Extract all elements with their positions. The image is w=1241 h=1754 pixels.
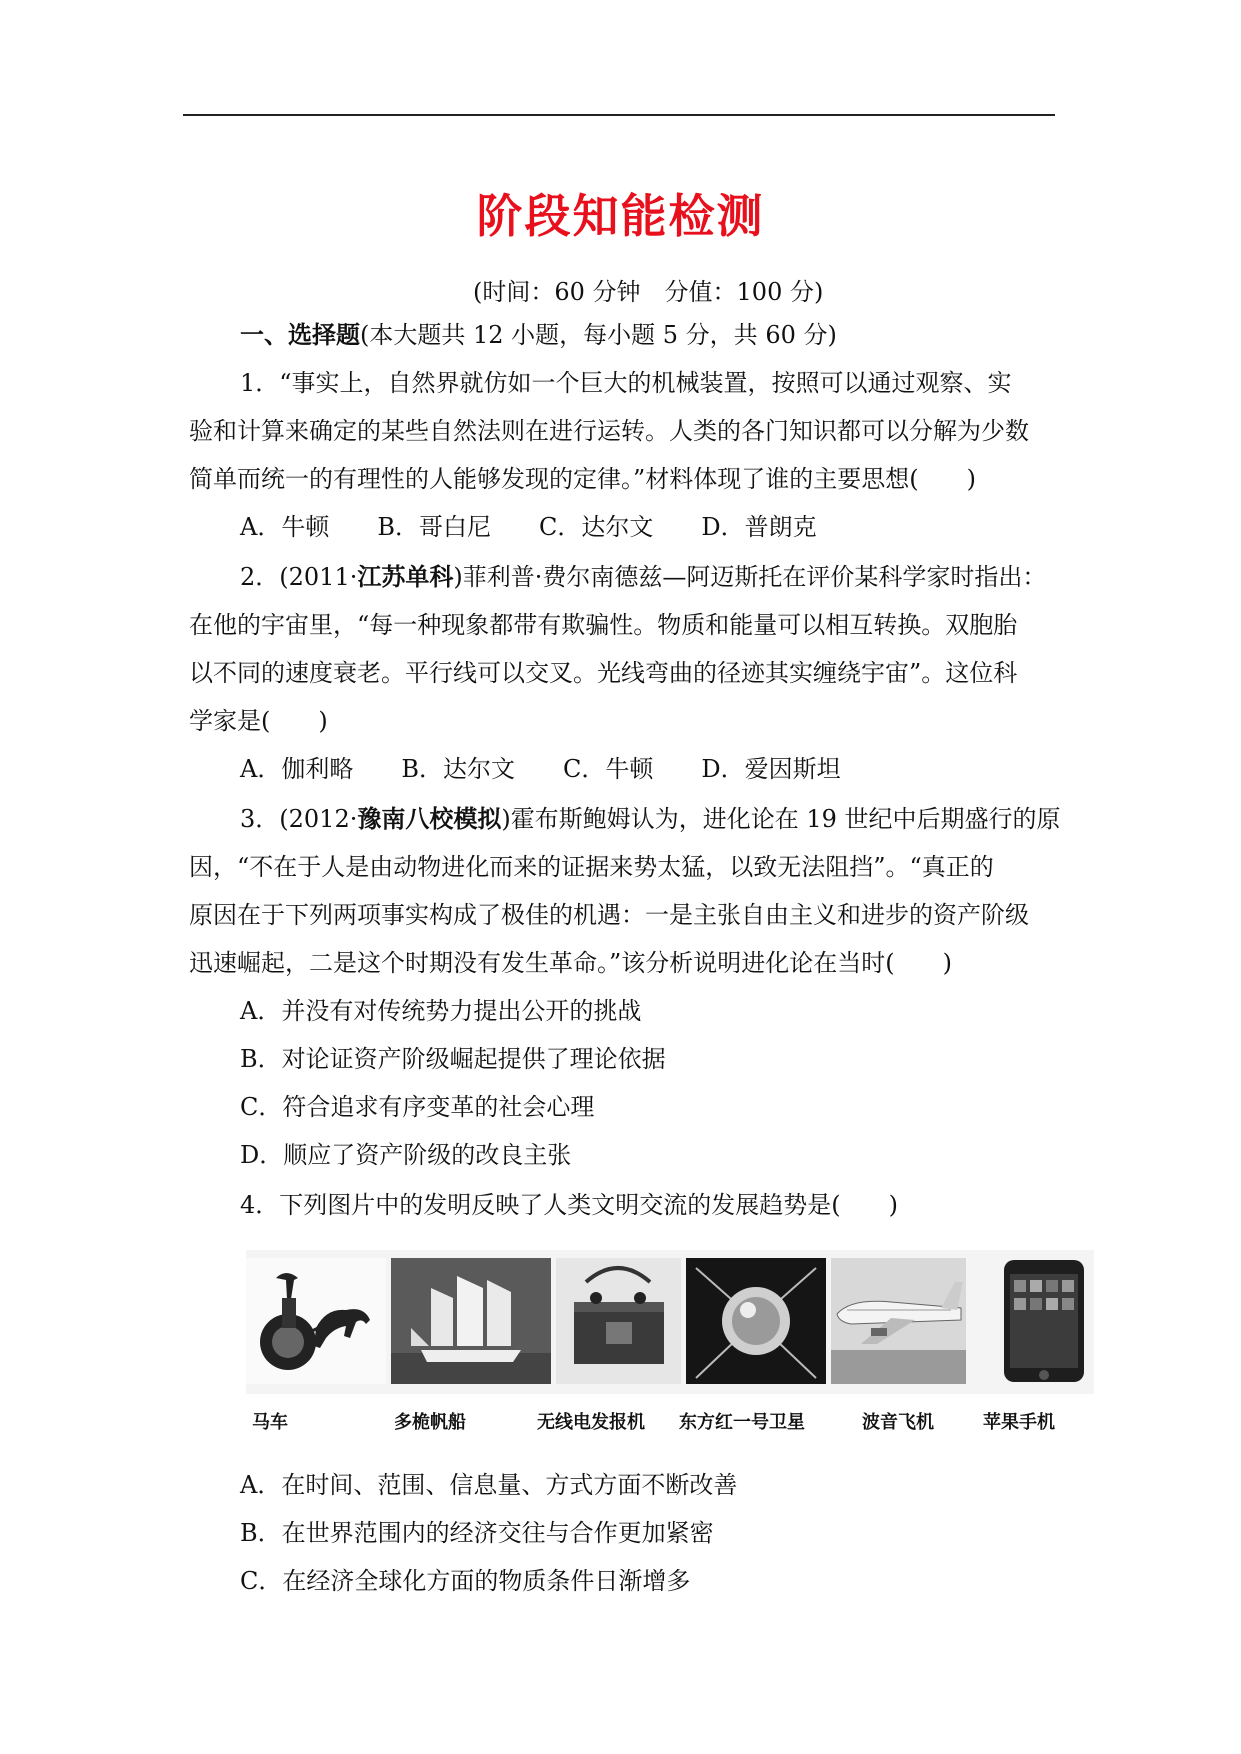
q2-line-3: 以不同的速度衰老。平行线可以交叉。光线弯曲的径迹其实缠绕宇宙”。这位科	[189, 659, 1018, 687]
q2-rest: )菲利普·费尔南德兹—阿迈斯托在评价某科学家时指出：	[453, 563, 1047, 591]
q3-prefix: 3．(2012·	[240, 805, 358, 833]
caption-sailing-ship: 多桅帆船	[394, 1412, 466, 1433]
section-note: (本大题共 12 小题，每小题 5 分，共 60 分)	[360, 321, 837, 349]
section-heading	[240, 320, 837, 350]
q4-option-a: A．在时间、范围、信息量、方式方面不断改善	[240, 1471, 738, 1499]
q1-line-3: 简单而统一的有理性的人能够发现的定律。”材料体现了谁的主要思想( )	[189, 465, 976, 493]
q2-source: 江苏单科	[357, 562, 454, 591]
caption-chariot: 马车	[252, 1412, 288, 1433]
page-title: 阶段知能检测	[476, 189, 765, 243]
invention-image-strip	[246, 1250, 1094, 1394]
q3-line-1	[240, 804, 1061, 834]
q4-stem: 4．下列图片中的发明反映了人类文明交流的发展趋势是( )	[240, 1191, 898, 1219]
q3-option-c: C．符合追求有序变革的社会心理	[240, 1093, 595, 1121]
q3-option-a: A．并没有对传统势力提出公开的挑战	[240, 997, 642, 1025]
exam-info: (时间：60 分钟 分值：100 分)	[473, 278, 824, 306]
q3-line-4: 迅速崛起，二是这个时期没有发生革命。”该分析说明进化论在当时( )	[189, 949, 952, 977]
chariot-image	[246, 1258, 386, 1384]
caption-telegraph: 无线电发报机	[537, 1412, 645, 1433]
q2-line-4: 学家是( )	[189, 707, 328, 735]
q2-line-1	[240, 562, 1046, 592]
sailing-ship-image	[391, 1258, 551, 1384]
caption-satellite: 东方红一号卫星	[679, 1412, 805, 1433]
q1-line-2: 验和计算来确定的某些自然法则在进行运转。人类的各门知识都可以分解为少数	[189, 417, 1029, 445]
q2-prefix: 2．(2011·	[240, 563, 358, 591]
caption-airplane: 波音飞机	[862, 1412, 934, 1433]
header-rule	[183, 114, 1055, 116]
q3-line-3: 原因在于下列两项事实构成了极佳的机遇：一是主张自由主义和进步的资产阶级	[189, 901, 1029, 929]
q2-line-2: 在他的宇宙里，“每一种现象都带有欺骗性。物质和能量可以相互转换。双胞胎	[189, 611, 1018, 639]
telegraph-image	[556, 1258, 681, 1384]
q4-option-c: C．在经济全球化方面的物质条件日渐增多	[240, 1567, 691, 1595]
caption-phone: 苹果手机	[983, 1412, 1055, 1433]
q3-source: 豫南八校模拟	[357, 804, 502, 833]
q1-options: A．牛顿 B．哥白尼 C．达尔文 D．普朗克	[240, 513, 817, 541]
q3-option-d: D．顺应了资产阶级的改良主张	[240, 1141, 572, 1169]
q3-line-2: 因，“不在于人是由动物进化而来的证据来势太猛，以致无法阻挡”。“真正的	[189, 853, 994, 881]
q3-rest: )霍布斯鲍姆认为，进化论在 19 世纪中后期盛行的原	[501, 805, 1061, 833]
q1-line-1: 1．“事实上，自然界就仿如一个巨大的机械装置，按照可以通过观察、实	[240, 369, 1012, 397]
q2-options: A．伽利略 B．达尔文 C．牛顿 D．爱因斯坦	[240, 755, 841, 783]
satellite-image	[686, 1258, 826, 1384]
q4-option-b: B．在世界范围内的经济交往与合作更加紧密	[240, 1519, 714, 1547]
airplane-image	[831, 1258, 966, 1384]
phone-image	[998, 1258, 1090, 1384]
section-title: 一、选择题	[240, 320, 360, 349]
q3-option-b: B．对论证资产阶级崛起提供了理论依据	[240, 1045, 666, 1073]
